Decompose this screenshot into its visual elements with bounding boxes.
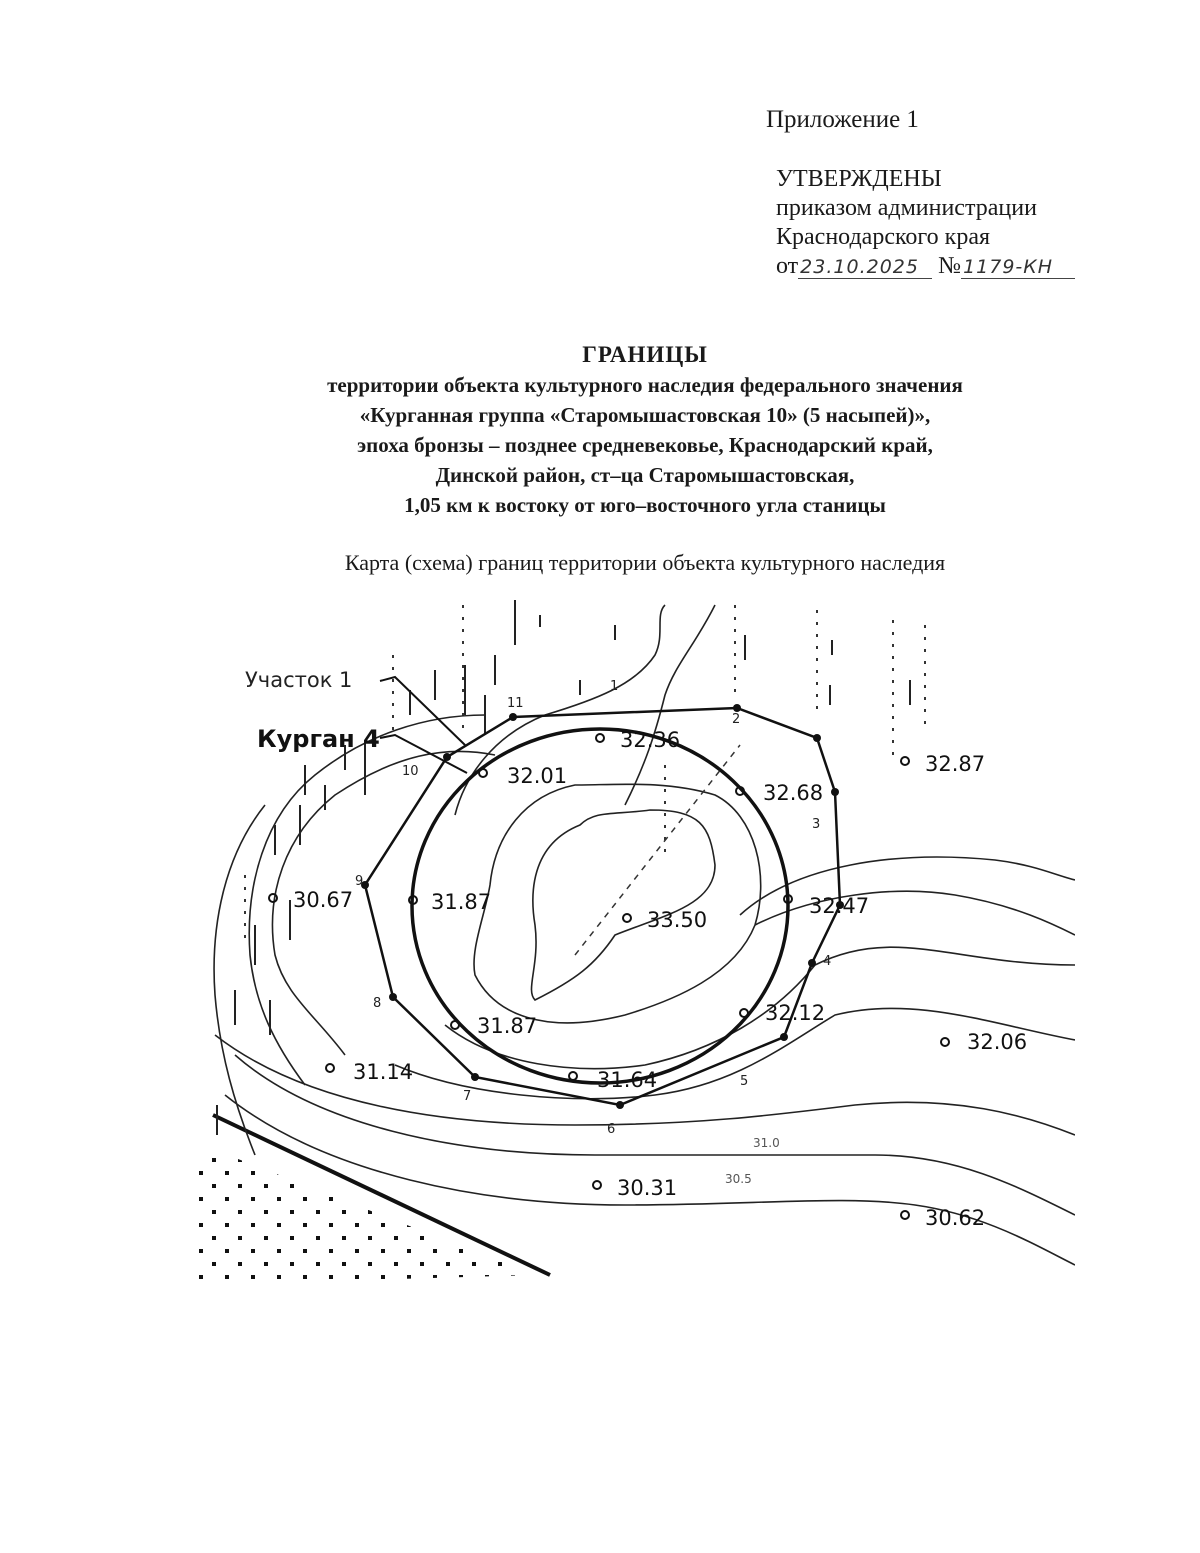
point-number: 6 — [607, 1122, 616, 1137]
approval-number: 1179-КН — [961, 256, 1075, 279]
contour-label: 30.5 — [725, 1172, 752, 1186]
plot-label: Участок 1 — [245, 668, 353, 692]
point-number: 10 — [402, 764, 419, 779]
elevation-label: 32.12 — [765, 1001, 826, 1025]
point-number: 7 — [463, 1089, 472, 1104]
elevation-label: 32.06 — [967, 1030, 1028, 1054]
elevation-label: 31.14 — [353, 1060, 414, 1084]
elevation-markers — [269, 734, 949, 1219]
point-number: 9 — [355, 874, 364, 889]
elevation-label: 32.47 — [809, 894, 870, 918]
elevation-label: 31.87 — [431, 890, 492, 914]
boundary-map — [195, 595, 1075, 1285]
elevation-label: 32.01 — [507, 764, 568, 788]
dotted-field-area — [195, 1150, 535, 1285]
appendix-label: Приложение 1 — [766, 106, 919, 133]
elevation-label: 32.36 — [620, 728, 681, 752]
elevation-label: 31.87 — [477, 1014, 538, 1038]
approval-block — [776, 165, 1075, 281]
elevation-label: 32.87 — [925, 752, 986, 776]
date-prefix: от — [776, 253, 799, 279]
elevation-label: 30.67 — [293, 888, 354, 912]
point-number: 4 — [823, 954, 832, 969]
approval-date: 23.10.2025 — [798, 256, 932, 279]
approved-heading: УТВЕРЖДЕНЫ — [776, 166, 942, 192]
point-number: 3 — [812, 817, 821, 832]
title-line-1: территории объекта культурного наследия федерального значения — [327, 373, 963, 397]
approved-line-1: приказом администрации — [776, 195, 1037, 221]
title-line-3: эпоха бронзы – позднее средневековье, Краснодарский край, — [357, 433, 933, 457]
contour-label: 31.0 — [753, 1136, 780, 1150]
elevation-label: 32.68 — [763, 781, 824, 805]
mound-label: Курган 4 — [257, 725, 380, 753]
number-prefix: № — [938, 253, 962, 279]
contour-labels — [725, 1136, 780, 1186]
approved-line-2: Краснодарского края — [776, 224, 991, 250]
map-subtitle: Карта (схема) границ территории объекта культурного наследия — [344, 550, 946, 575]
elevation-label: 31.64 — [597, 1068, 658, 1092]
contour-lines — [214, 605, 1075, 1265]
title-line-5: 1,05 км к востоку от юго–восточного угла станицы — [404, 493, 886, 517]
document-title — [150, 340, 1140, 520]
title-line-4: Динской район, ст–ца Старомышастовская, — [435, 463, 855, 487]
point-number: 2 — [732, 712, 741, 727]
point-number: 1 — [610, 679, 619, 694]
title-heading: ГРАНИЦЫ — [582, 342, 708, 367]
approval-date-number — [776, 252, 1075, 281]
title-line-2: «Курганная группа «Старомышастовская 10» (5 насыпей)», — [359, 403, 931, 427]
point-number: 11 — [507, 696, 524, 711]
elevation-label: 30.62 — [925, 1206, 986, 1230]
elevation-label: 30.31 — [617, 1176, 678, 1200]
elevation-label: 33.50 — [647, 908, 708, 932]
point-number: 5 — [740, 1074, 749, 1089]
point-number: 8 — [373, 996, 382, 1011]
